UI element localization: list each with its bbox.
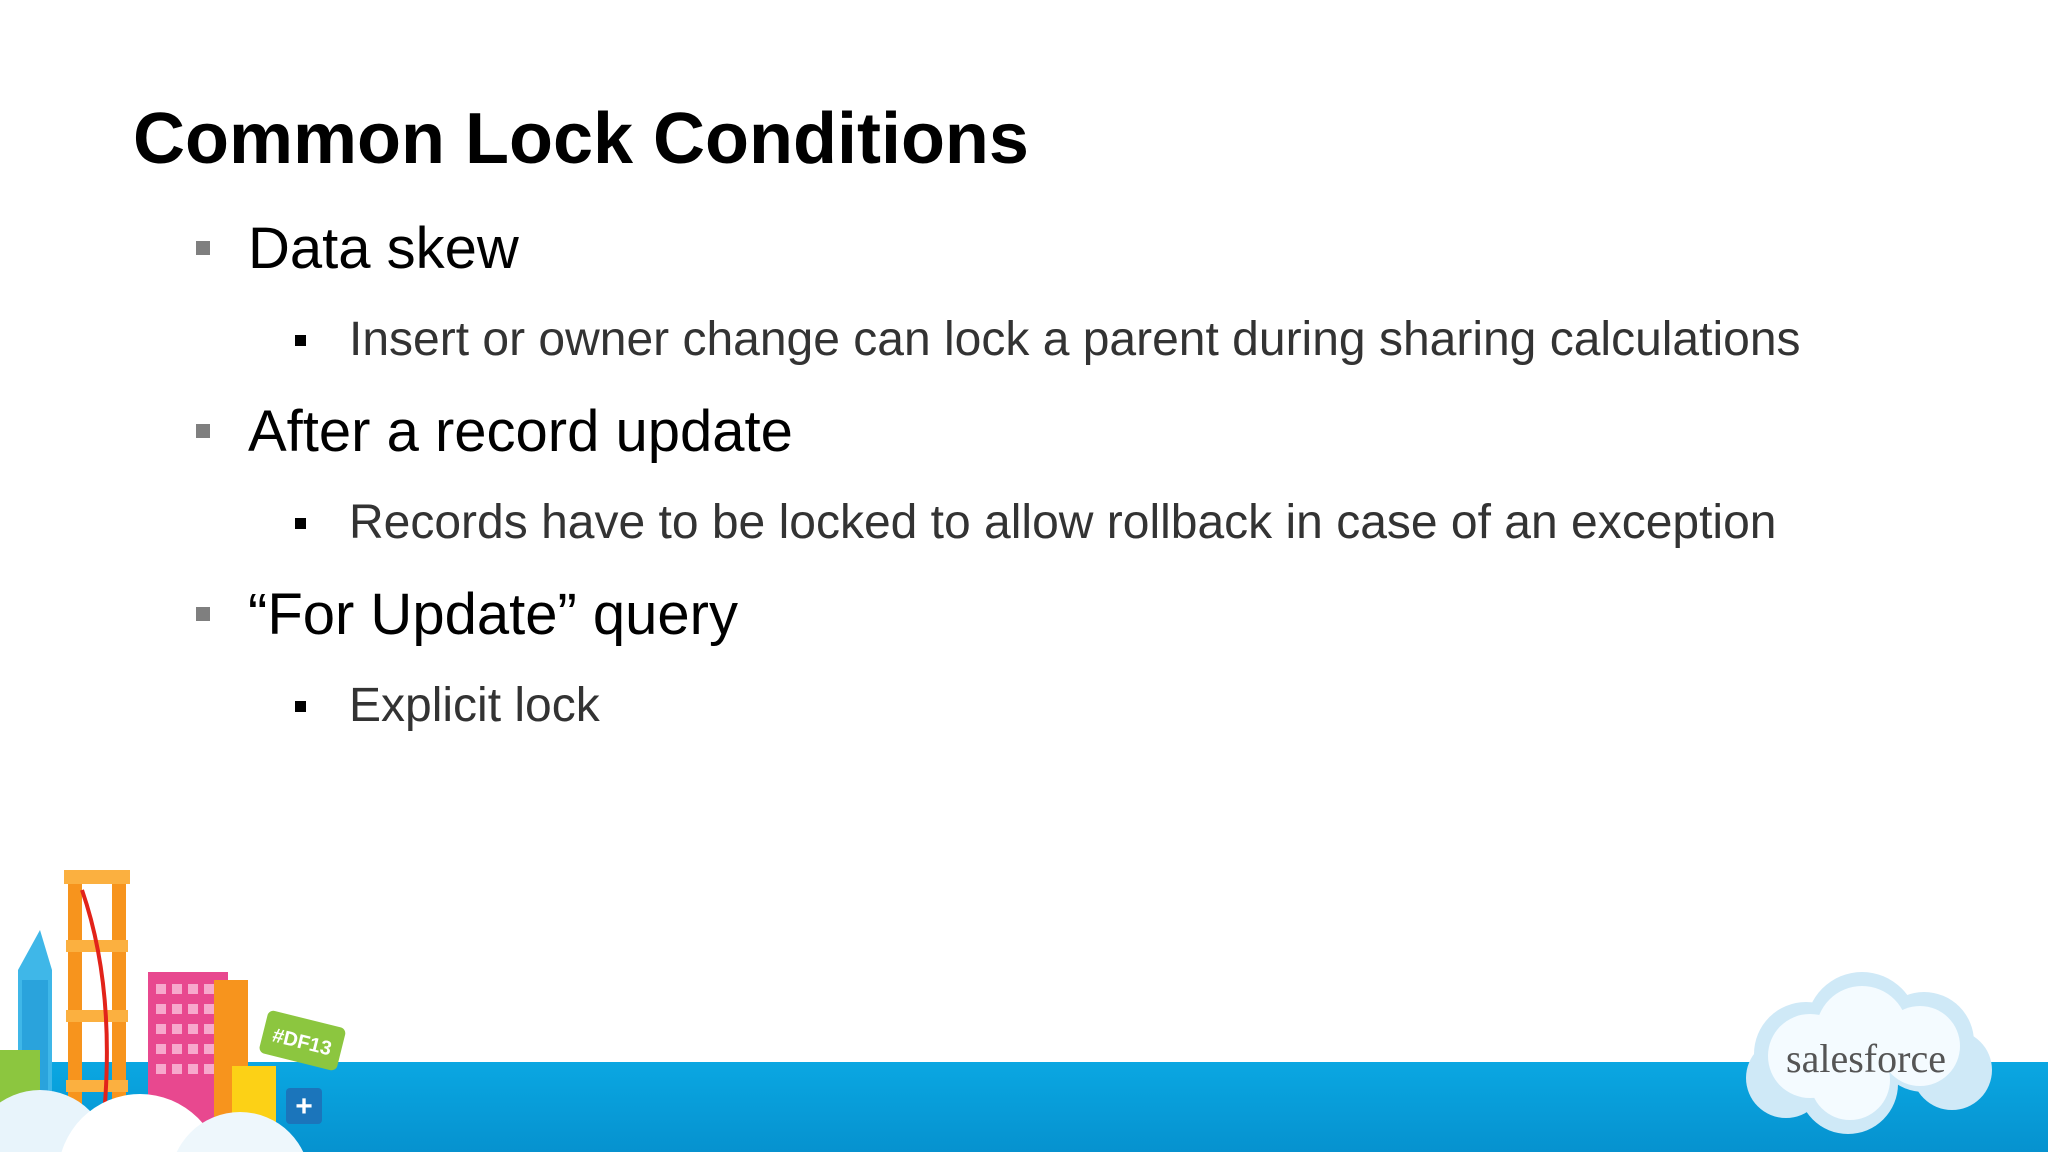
bullet-data-skew: Data skew: [248, 216, 519, 281]
salesforce-cloud-logo: [1738, 958, 1998, 1138]
sub-bullet-explicit-lock: Explicit lock: [349, 679, 600, 732]
bullet-marker: [196, 424, 210, 438]
bullet-after-record-update: After a record update: [248, 399, 793, 464]
salesforce-logo-text: salesforce: [1786, 1036, 1946, 1081]
sub-bullet-rollback: Records have to be locked to allow rollback in case of an exception: [349, 496, 1777, 549]
bullet-marker: [196, 607, 210, 621]
event-tag-text: #DF13: [270, 1024, 334, 1061]
plus-icon: +: [295, 1090, 313, 1123]
sub-bullet-marker: [295, 701, 306, 712]
bullet-for-update-query: “For Update” query: [248, 582, 738, 647]
sub-bullet-marker: [295, 335, 306, 346]
bullet-marker: [196, 241, 210, 255]
city-skyline-icon: [0, 860, 360, 1152]
sub-bullet-sharing-calculations: Insert or owner change can lock a parent during sharing calculations: [349, 313, 1801, 366]
sub-bullet-marker: [295, 518, 306, 529]
slide-title: Common Lock Conditions: [133, 99, 1029, 179]
